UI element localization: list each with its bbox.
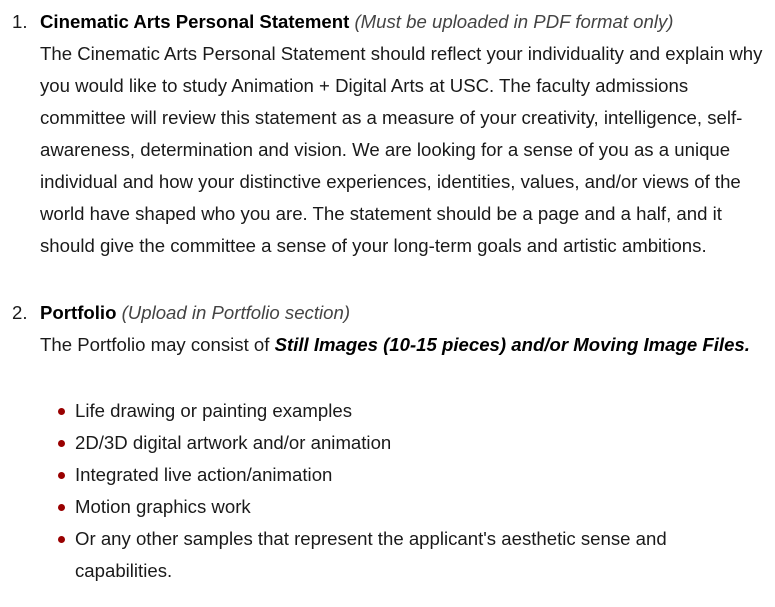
bullet-item: [75, 523, 715, 587]
bullet-text: 2D/3D digital artwork and/or animation: [75, 432, 392, 453]
bullet-item: [75, 459, 715, 491]
item-description: The Cinematic Arts Personal Statement should reflect your individuality and explain why you would like to study Animation + Digital Arts at USC. The faculty admissions committee will review this statement as a measure of your creativity, intelligence, self-awareness, determination and vision. We are looking for a sense of you as a unique individual and how your distinctive experiences, identities, values, and/or views of the world have shaped who you are. The statement should be a page and a half, and it should give the committee a sense of your long-term goals and artistic ambitions.: [40, 43, 763, 256]
bullet-text: Life drawing or painting examples: [75, 400, 352, 421]
list-item-portfolio: [0, 297, 775, 361]
description-emphasis: Still Images (10-15 pieces) and/or Moving Image Files.: [274, 334, 750, 355]
bullet-dot-icon: [58, 408, 65, 415]
list-item-personal-statement: [0, 6, 775, 262]
item-number: 2.: [12, 302, 28, 323]
item-title-line: [40, 297, 775, 329]
bullet-text: Or any other samples that represent the applicant's aesthetic sense and capabilities.: [75, 528, 667, 581]
item-number: 1.: [12, 11, 28, 32]
item-title-line: [40, 6, 775, 38]
bullet-text: Integrated live action/animation: [75, 464, 333, 485]
item-note: (Must be uploaded in PDF format only): [354, 11, 674, 32]
bullet-dot-icon: [58, 536, 65, 543]
bullet-dot-icon: [58, 472, 65, 479]
bullet-item: [75, 491, 715, 523]
item-heading: Portfolio: [40, 302, 117, 323]
bullet-dot-icon: [58, 440, 65, 447]
bullet-item: [75, 427, 715, 459]
item-description: [40, 329, 770, 361]
bullet-item: [75, 395, 715, 427]
item-heading: Cinematic Arts Personal Statement: [40, 11, 350, 32]
portfolio-bullet-list: [0, 395, 775, 587]
item-note: (Upload in Portfolio section): [121, 302, 351, 323]
description-text: The Portfolio may consist of: [40, 334, 275, 355]
bullet-text: Motion graphics work: [75, 496, 251, 517]
document-body: [0, 6, 775, 587]
bullet-dot-icon: [58, 504, 65, 511]
